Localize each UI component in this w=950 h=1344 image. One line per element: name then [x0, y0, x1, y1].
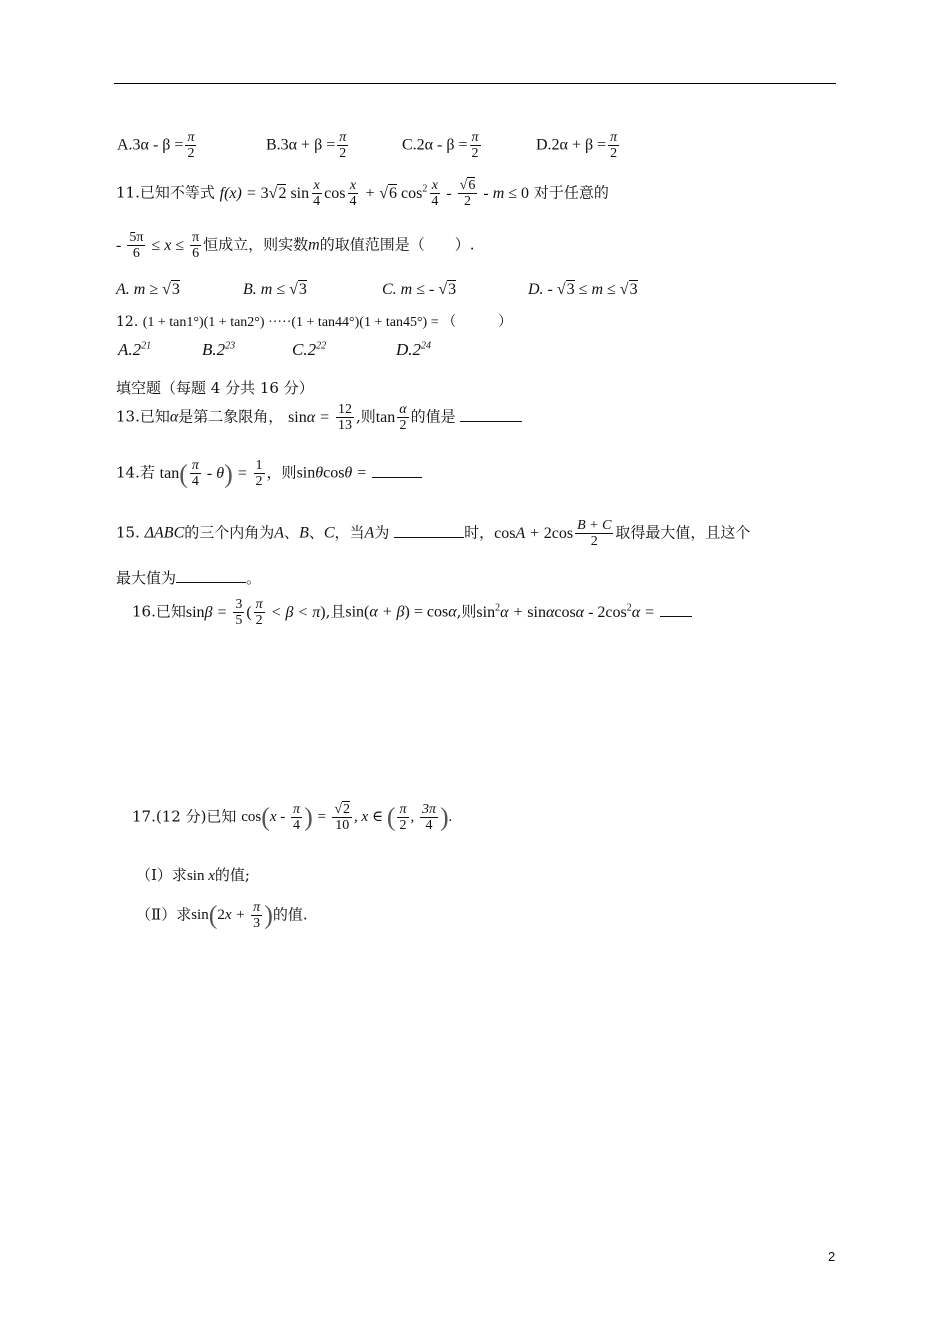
q14-answer-blank: [372, 477, 422, 478]
q15-line2: 最大值为 。: [116, 569, 262, 587]
q12-option-d: $D.2^{24}$: [396, 340, 432, 359]
q11-prefix: 已知不等式: [139, 183, 215, 202]
q11-number: 11.: [116, 183, 140, 202]
q11-option-b: B. m ≤ √3: [243, 281, 307, 298]
q15-line1: 15. ΔABC的三个内角为A、B、C，当A为 时，cosA + 2cos $\frac{B + C}{2}$ 取得最大值，且这个: [116, 518, 751, 550]
q13-answer-blank: [460, 421, 522, 422]
q12-option-c: $C.2^{22}$: [292, 340, 327, 359]
q10-option-d: D.2α + β = $\frac{\pi}{2}$: [536, 130, 618, 162]
q10-option-b: B.3α + β = $\frac{\pi}{2}$: [266, 130, 347, 162]
q10-option-a: A.3α - β = $\frac{\pi}{2}$: [117, 130, 195, 162]
q11-option-d: D. - √3 ≤ m ≤ √3: [528, 281, 638, 298]
header-rule: [114, 83, 836, 84]
q13-line: 13.已知α是第二象限角， sinα = $\frac{12}{13}$ ,则tan $\frac{\alpha}{2}$ 的值是: [116, 402, 522, 434]
q12-option-b: $B.2^{23}$: [202, 340, 236, 359]
q11-var-m: m: [308, 236, 320, 254]
q11-line2-suffix: 恒成立，则实数: [203, 235, 309, 254]
q16-answer-blank: [660, 616, 692, 617]
q11-formula: f(x) = 3√2 sin $\frac{x}{4}$ cos $\frac{x}{4}$ + √6 $\cos^2$ $\frac{x}{4}$ - $\frac{√6}{2}$ - m ≤ 0: [219, 178, 530, 210]
q12-line: [116, 311, 512, 331]
q12-option-a: $A.2^{21}$: [118, 340, 152, 359]
q11-option-c: C. m ≤ - √3: [382, 281, 457, 298]
q11-option-a: A. m ≥ √3: [116, 281, 180, 298]
page-number: 2: [828, 1249, 836, 1264]
q17-line: 17.(12 分)已知 cos(x - $\frac{\pi}{4}$ ) = $\frac{√2}{10}$ , x ∈ ( $\frac{\pi}{2}$ , $\frac{3\pi}{4}$ ).: [132, 802, 453, 834]
q17-part1: （Ⅰ）求sin x的值;: [136, 866, 250, 884]
q11-suffix: 对于任意的: [533, 183, 609, 202]
q16-line: 16.已知sinβ = $\frac{3}{5}$ ( $\frac{\pi}{2}$ < β < π),且sin(α + β) = cosα,则$\sin^2\alpha + \sin\alpha\cos\alpha - 2\cos^2\alpha$ =: [132, 597, 692, 629]
q11-line2: [116, 230, 475, 262]
q12-expr: (1 + tan1°)(1 + tan2°) ·····(1 + tan44°)(1 + tan45°) = （ ）: [142, 315, 513, 330]
q15-answer-blank-1: [394, 537, 464, 538]
q11-range: - $\frac{5\pi}{6}$ ≤ x ≤ $\frac{\pi}{6}$: [116, 230, 200, 262]
q15-answer-blank-2: [176, 582, 246, 583]
q12-number: 12.: [116, 314, 139, 330]
section-title: 填空题（每题 4 分共 16 分）: [116, 379, 314, 397]
q10-option-c: C.2α - β = $\frac{\pi}{2}$: [402, 130, 479, 162]
q11-line2-tail: 的取值范围是（ ）.: [319, 235, 475, 254]
q11-line1: [116, 178, 609, 210]
q14-line: 14.若 tan( $\frac{\pi}{4}$ - θ) = $\frac{1}{2}$ ，则sinθcosθ =: [116, 458, 422, 490]
q17-part2: （Ⅱ）求sin(2x + $\frac{\pi}{3}$ )的值.: [136, 900, 308, 932]
